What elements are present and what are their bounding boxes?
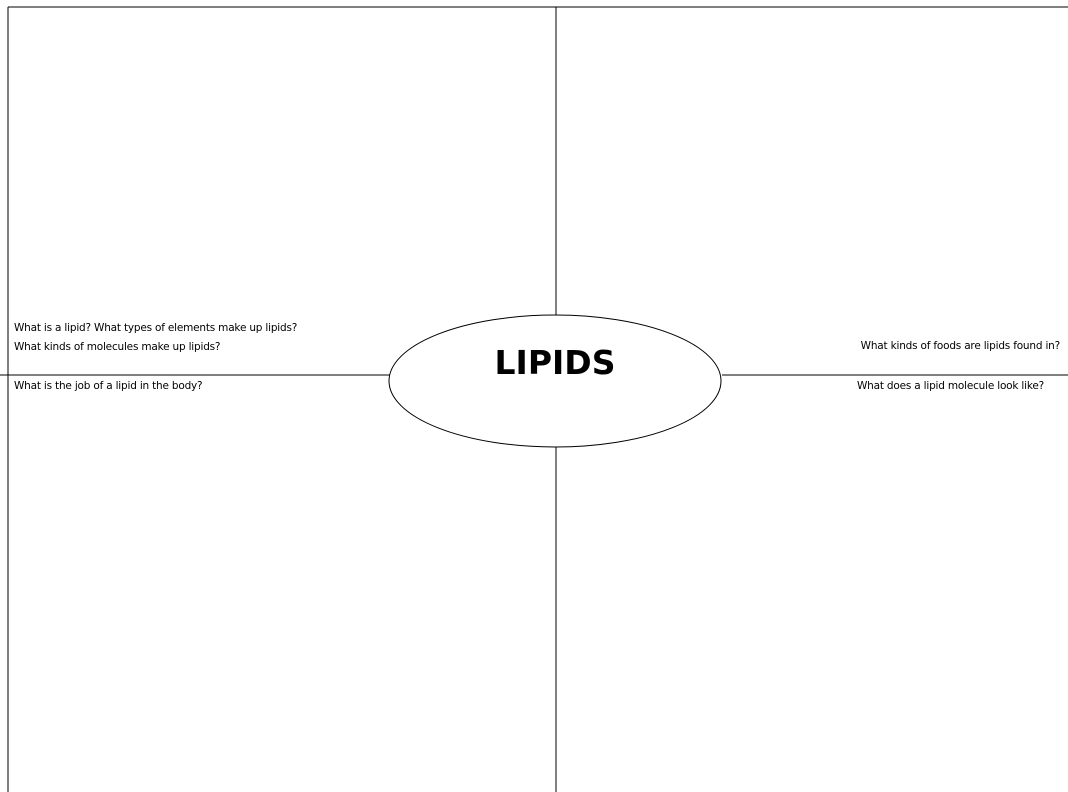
prompt-top-left-line2: What kinds of molecules make up lipids? <box>14 341 221 353</box>
prompt-bottom-right: What does a lipid molecule look like? <box>856 380 1044 392</box>
prompt-top-right: What kinds of foods are lipids found in? <box>860 340 1060 352</box>
prompt-top-left-line1: What is a lipid? What types of elements make up lipids? <box>14 322 298 334</box>
prompt-bottom-left: What is the job of a lipid in the body? <box>14 380 203 392</box>
center-title: LIPIDS <box>494 343 616 382</box>
